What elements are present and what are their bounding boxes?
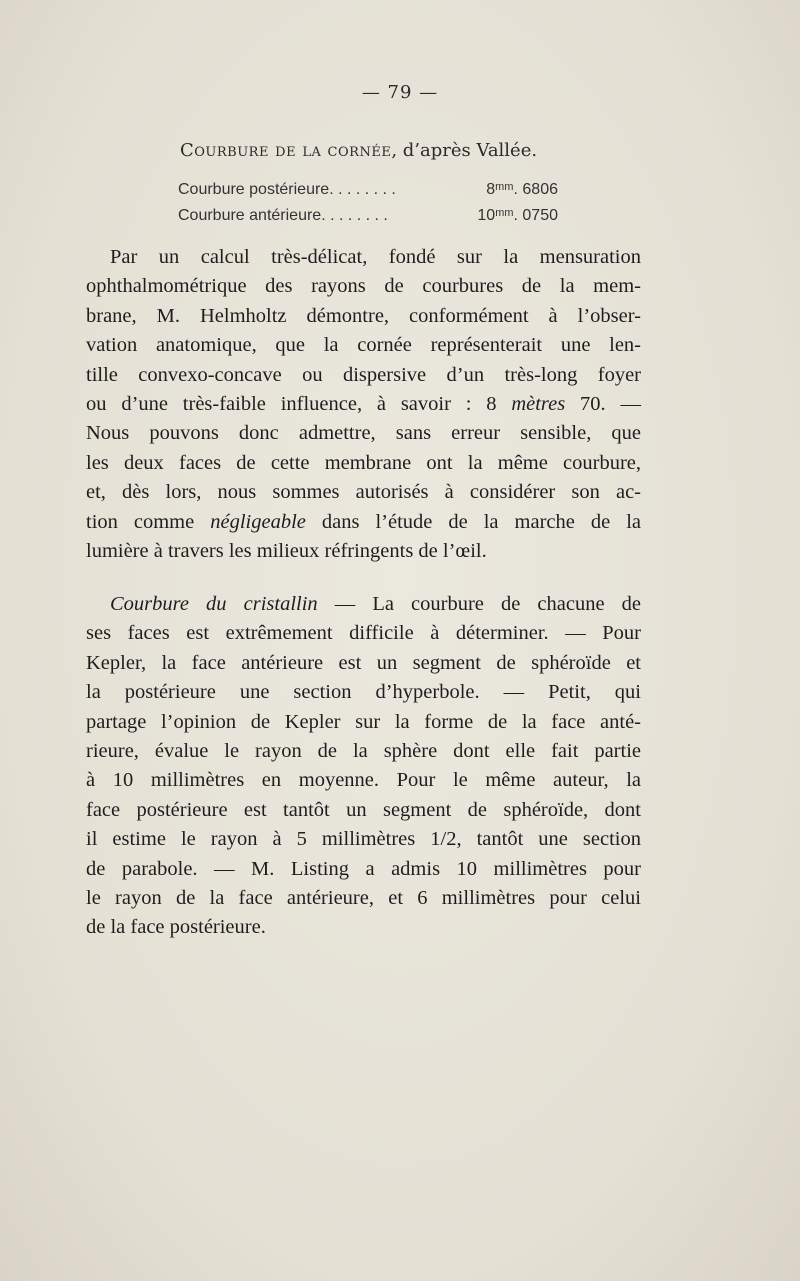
text-line: et, dès lors, nous sommes autorisés à considérer son ac- <box>86 481 641 504</box>
text-line: le rayon de la face antérieure, et 6 millimètres pour celui <box>86 887 641 910</box>
text-line: brane, M. Helmholtz démontre, conformément à l’obser- <box>86 304 641 327</box>
text-line: il estime le rayon à 5 millimètres 1/2, tantôt une section <box>86 828 641 851</box>
text-fragment: tion comme <box>86 510 211 533</box>
text-line <box>86 390 641 419</box>
text-line: Nous pouvons donc admettre, sans erreur sensible, que <box>86 422 641 445</box>
text-line: la postérieure une section d’hyperbole. — Petit, qui <box>86 681 641 704</box>
text-line: partage l’opinion de Kepler sur la forme de la face anté- <box>86 710 641 733</box>
paragraph-cornea <box>86 243 641 566</box>
table-caption <box>180 140 537 161</box>
text-line: de la face postérieure. <box>86 916 266 939</box>
text-line <box>86 590 641 619</box>
row-label: Courbure antérieure. . . . . . . . <box>178 207 388 224</box>
text-fragment: 70. — <box>565 393 641 416</box>
text-line: ophthalmométrique des rayons de courbures de la mem- <box>86 275 641 298</box>
text-line: tille convexo-concave ou dispersive d’un très-long foyer <box>86 363 641 386</box>
text-fragment: ou d’une très-faible influence, à savoir : 8 <box>86 393 512 416</box>
text-line: de parabole. — M. Listing a admis 10 millimètres pour <box>86 857 641 880</box>
table-row <box>178 203 558 229</box>
text-line <box>86 508 641 537</box>
text-line: lumière à travers les milieux réfringents de l’œil. <box>86 540 487 563</box>
table-caption-source: , d’après Vallée. <box>391 140 538 161</box>
table-row <box>178 177 558 203</box>
text-fragment: — La courbure de chacune de <box>317 593 641 615</box>
curvature-table <box>178 177 558 229</box>
text-line: Kepler, la face antérieure est un segment de sphéroïde et <box>86 651 641 674</box>
row-value: 8ᵐᵐ. 6806 <box>486 181 558 198</box>
text-fragment: dans l’étude de la marche de la <box>305 510 641 533</box>
text-line: face postérieure est tantôt un segment de sphéroïde, dont <box>86 798 641 821</box>
text-line: vation anatomique, que la cornée représenterait une len- <box>86 334 641 357</box>
italic-term: négligeable <box>210 510 306 533</box>
paragraph-crystalline <box>86 590 641 943</box>
page-number: — 79 — <box>361 82 439 103</box>
text-line: les deux faces de cette membrane ont la même courbure, <box>86 451 641 474</box>
table-caption-title: Courbure de la cornée <box>180 140 392 161</box>
text-line: ses faces est extrêmement difficile à déterminer. — Pour <box>86 622 641 645</box>
row-value: 10ᵐᵐ. 0750 <box>477 207 558 224</box>
row-label: Courbure postérieure. . . . . . . . <box>178 181 396 198</box>
text-line: à 10 millimètres en moyenne. Pour le même auteur, la <box>86 769 641 792</box>
text-line: rieure, évalue le rayon de la sphère dont elle fait partie <box>86 740 641 763</box>
text-line: Par un calcul très-délicat, fondé sur la mensuration <box>110 246 641 268</box>
italic-heading: Courbure du cristallin <box>110 593 318 615</box>
italic-term: mètres <box>511 393 566 416</box>
